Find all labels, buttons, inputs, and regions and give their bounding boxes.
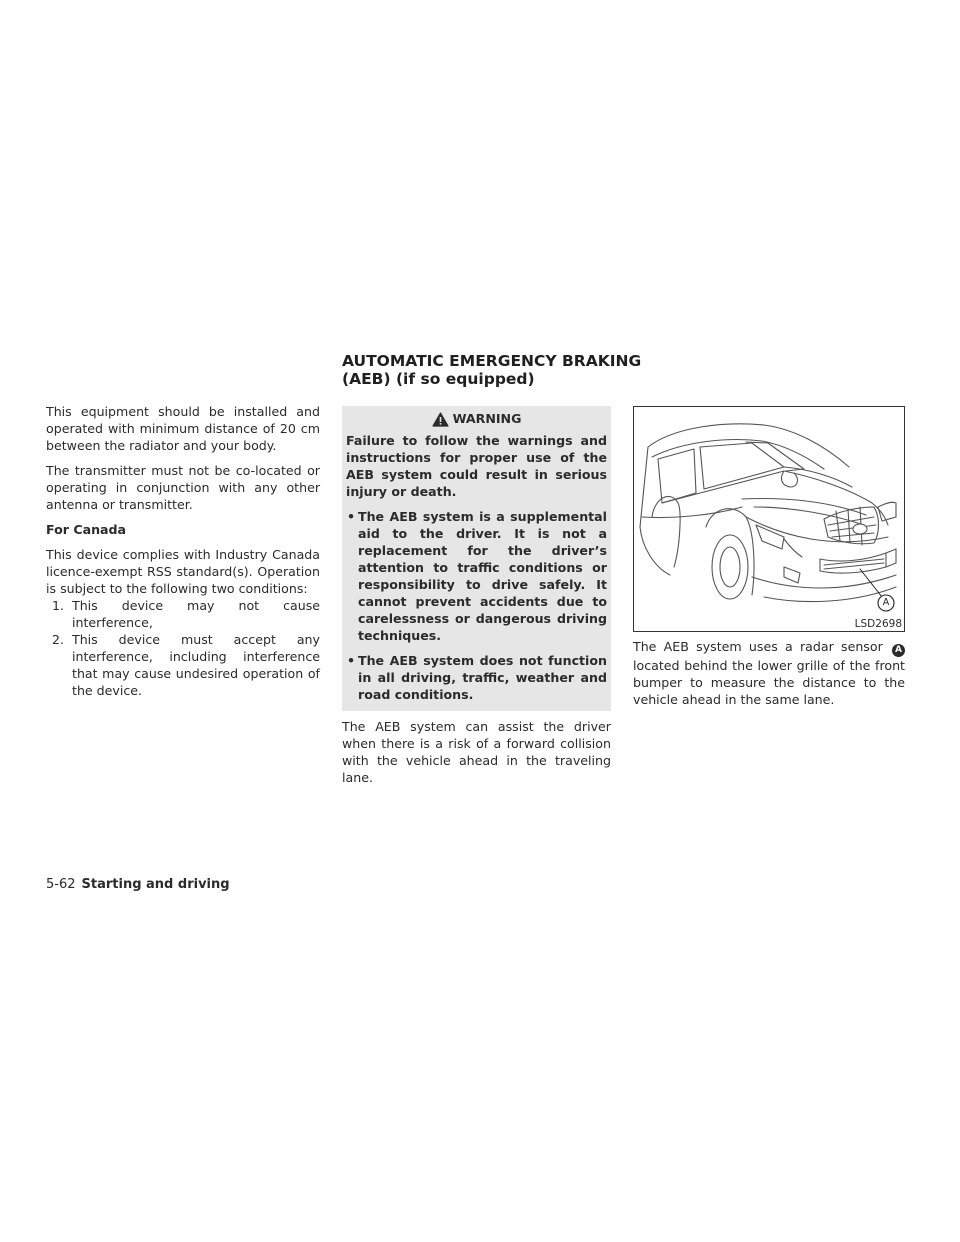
list-item (46, 597, 320, 631)
chapter-title: Starting and driving (81, 877, 230, 892)
section-heading-line1: AUTOMATIC EMERGENCY BRAKING (342, 352, 642, 370)
paragraph-aeb-assist: The AEB system can assist the driver when there is a risk of a forward collision with the vehicle ahead in the traveling lane. (342, 719, 611, 785)
list-item-text: The AEB system does not function in all driving, traffic, weather and road conditions. (358, 653, 607, 702)
paragraph-industry-canada: This device complies with Industry Canada licence-exempt RSS standard(s). Operation is subject to the following two conditions: (46, 547, 320, 596)
callout-a-icon: A (892, 644, 905, 657)
section-heading-line2: (AEB) (if so equipped) (342, 370, 535, 388)
list-item-text: This device may not cause interference, (72, 598, 320, 630)
section-heading (342, 352, 662, 388)
list-item (46, 631, 320, 699)
list-item-number: 1. (52, 598, 65, 613)
warning-title (346, 410, 607, 428)
conditions-list (46, 597, 320, 699)
paragraph-install: This equipment should be installed and operated with minimum distance of 20 cm between the radiator and your body. (46, 404, 320, 453)
car-front-illustration (634, 407, 904, 631)
bullet: • (347, 653, 356, 668)
subheading-canada: For Canada (46, 522, 127, 537)
page-number: 5-62 (46, 877, 76, 892)
warning-box (342, 406, 611, 711)
radar-text-end: located behind the lower grille of the front bumper to measure the distance to the vehicle ahead in the same lane. (633, 658, 905, 707)
figure-id: LSD2698 (854, 618, 902, 630)
list-item-text: This device must accept any interference, including interference that may cause undesired operation of the device. (72, 632, 320, 698)
middle-column (342, 406, 611, 794)
right-column (633, 406, 905, 716)
radar-text-start: The AEB system uses a radar sensor (633, 639, 890, 654)
bullet: • (347, 509, 356, 524)
list-item (346, 652, 607, 703)
list-item-number: 2. (52, 632, 65, 647)
page-footer (46, 877, 230, 893)
figure-callout-label: A (882, 597, 890, 608)
paragraph-radar-sensor (633, 638, 905, 708)
warning-intro: Failure to follow the warnings and instructions for proper use of the AEB system could result in serious injury or death. (346, 433, 607, 499)
warning-list (346, 508, 607, 703)
list-item (346, 508, 607, 644)
list-item-text: The AEB system is a supplemental aid to the driver. It is not a replacement for the driver’s attention to traffic conditions or responsibility to drive safely. It cannot prevent accidents due to carelessness or dangerous driving techniques. (358, 509, 607, 643)
left-column (46, 403, 320, 699)
warning-triangle-icon (432, 412, 449, 427)
car-figure (633, 406, 905, 632)
warning-label: WARNING (452, 411, 522, 426)
paragraph-transmitter: The transmitter must not be co-located or operating in conjunction with any other antenna or transmitter. (46, 463, 320, 512)
